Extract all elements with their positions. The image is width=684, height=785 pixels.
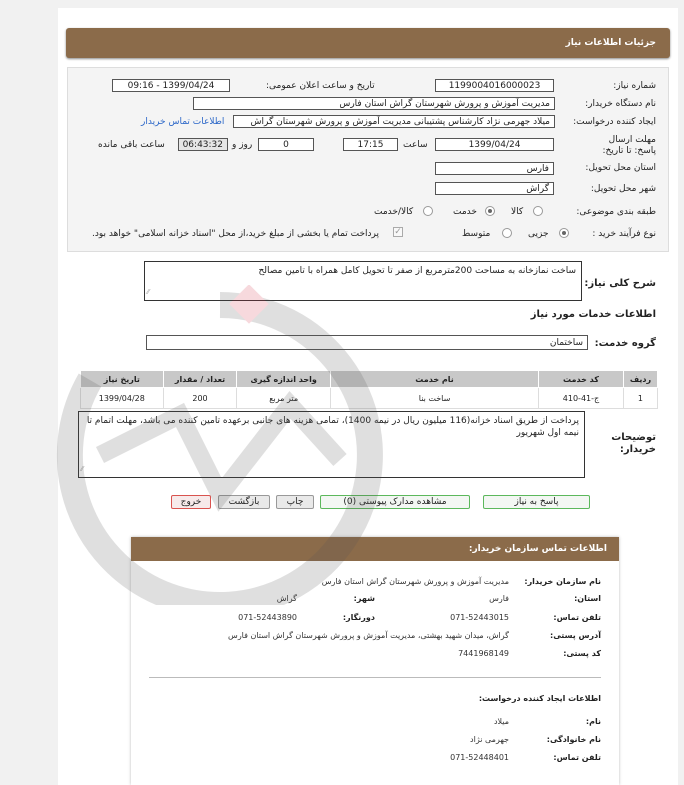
col-qty: تعداد / مقدار [163, 371, 237, 388]
category-goods-label: کالا [511, 207, 524, 217]
process-medium-label: متوسط [462, 229, 491, 239]
category-service-label: خدمت [453, 207, 477, 217]
contact-org-label: نام سازمان خریدار: [524, 577, 601, 586]
contact-postal: 7441968149 [458, 649, 509, 658]
deadline-time-field[interactable]: 17:15 [343, 138, 398, 151]
col-date: تاریخ نیاز [81, 371, 164, 388]
page-title: جزئیات اطلاعات نیاز [565, 38, 656, 48]
contact-address: گراش، میدان شهید بهشتی، مدیریت آموزش و پرورش شهرستان گراش استان فارس [228, 631, 509, 640]
creator-phone-label: تلفن تماس: [553, 753, 601, 762]
process-radio-medium[interactable] [502, 228, 512, 238]
buyer-notes-label: توضیحات خریدار: [611, 432, 656, 455]
city-field[interactable]: گراش [435, 182, 554, 195]
contact-postal-label: کد پستی: [563, 649, 601, 658]
creator-label: ایجاد کننده درخواست: [573, 117, 656, 127]
deadline-label: مهلت ارسال پاسخ: تا تاریخ: [602, 135, 656, 156]
col-name: نام خدمت [330, 371, 538, 388]
need-info-panel [67, 67, 669, 252]
summary-text: ساخت نمازخانه به مساحت 200مترمربع از صفر تا تحویل کامل همراه با تامین مصالح [258, 266, 576, 276]
cell-date: 1399/04/28 [81, 388, 164, 409]
days-remaining-field[interactable]: 0 [258, 138, 314, 151]
category-radio-service[interactable] [485, 206, 495, 216]
remaining-label: ساعت باقی مانده [98, 140, 165, 150]
creator-info-title: اطلاعات ایجاد کننده درخواست: [478, 694, 601, 703]
attachments-button[interactable]: مشاهده مدارک پیوستی (0) [320, 495, 470, 509]
contact-phone: 071-52443015 [450, 613, 509, 622]
reply-button[interactable]: پاسخ به نیاز [483, 495, 590, 509]
creator-family: جهرمی نژاد [470, 735, 509, 744]
cell-qty: 200 [163, 388, 237, 409]
service-group-label: گروه خدمت: [594, 338, 656, 349]
cell-name: ساخت بنا [330, 388, 538, 409]
page-header-bar [66, 28, 670, 58]
need-number-label: شماره نیاز: [613, 81, 656, 91]
services-section-title: اطلاعات خدمات مورد نیاز [530, 309, 656, 320]
buyer-notes-text: پرداخت از طریق اسناد خزانه(116 میلیون ریال در نیمه 1400)، تمامی هزینه های جانبی برعهده تامین کننده می باشد، مهلت اتمام تا نیمه اول شهریور [86, 416, 579, 438]
contact-address-label: آدرس پستی: [550, 631, 601, 640]
process-radio-minor[interactable] [559, 228, 569, 238]
contact-city: گراش [276, 594, 297, 603]
col-unit: واحد اندازه گیری [237, 371, 331, 388]
deadline-date-field[interactable]: 1399/04/24 [435, 138, 554, 151]
category-both-label: کالا/خدمت [374, 207, 414, 217]
contact-city-label: شهر: [353, 594, 375, 603]
creator-field[interactable]: میلاد جهرمی نژاد کارشناس پشتیبانی مدیریت آموزش و پرورش شهرستان گراش [233, 115, 555, 128]
summary-label: شرح کلی نیاز: [584, 278, 656, 289]
contact-phone-label: تلفن تماس: [553, 613, 601, 622]
buyer-notes-textarea[interactable] [78, 411, 585, 478]
category-radio-goods[interactable] [533, 206, 543, 216]
need-number-field[interactable]: 1199004016000023 [435, 79, 554, 92]
summary-textarea[interactable] [144, 261, 582, 301]
table-header-row [81, 371, 658, 388]
deadline-time-label: ساعت [403, 140, 428, 150]
category-radio-both[interactable] [423, 206, 433, 216]
cell-unit: متر مربع [237, 388, 331, 409]
col-code: کد خدمت [539, 371, 624, 388]
announce-label: تاریخ و ساعت اعلان عمومی: [266, 81, 375, 91]
creator-name-label: نام: [585, 717, 601, 726]
treasury-checkbox[interactable]: ✓ [394, 227, 402, 237]
province-field[interactable]: فارس [435, 162, 554, 175]
contact-fax: 071-52443890 [238, 613, 297, 622]
contact-province-label: استان: [574, 594, 601, 603]
cell-code: ج-41-410 [539, 388, 624, 409]
process-minor-label: جزیی [528, 229, 549, 239]
contact-title: اطلاعات تماس سازمان خریدار: [468, 544, 607, 554]
resize-handle-icon[interactable]: ⁄⁄ [147, 288, 150, 296]
table-row[interactable] [81, 388, 658, 409]
back-button[interactable]: بازگشت [218, 495, 270, 509]
announce-date-field[interactable]: 1399/04/24 - 09:16 [112, 79, 230, 92]
print-button[interactable]: چاپ [276, 495, 314, 509]
creator-family-label: نام خانوادگی: [546, 735, 601, 744]
process-label: نوع فرآیند خرید : [592, 229, 656, 239]
buyer-org-field[interactable]: مدیریت آموزش و پرورش شهرستان گراش استان فارس [193, 97, 555, 110]
buyer-contact-link[interactable]: اطلاعات تماس خریدار [141, 117, 225, 127]
days-label: روز و [232, 140, 253, 150]
cell-row: 1 [623, 388, 657, 409]
contact-card [131, 537, 619, 785]
contact-org: مدیریت آموزش و پرورش شهرستان گراش استان فارس [321, 577, 509, 586]
contact-header-bar [131, 537, 619, 561]
creator-phone: 071-52448401 [450, 753, 509, 762]
remaining-time-field[interactable]: 06:43:32 [178, 138, 228, 151]
province-label: استان محل تحویل: [585, 163, 656, 173]
contact-province: فارس [489, 594, 509, 603]
contact-fax-label: دورنگار: [342, 613, 375, 622]
service-group-field[interactable]: ساختمان [146, 335, 588, 350]
col-row: ردیف [623, 371, 657, 388]
category-label: طبقه بندی موضوعی: [576, 207, 656, 217]
creator-name: میلاد [493, 717, 509, 726]
exit-button[interactable]: خروج [171, 495, 211, 509]
buyer-org-label: نام دستگاه خریدار: [585, 99, 656, 109]
resize-handle-icon[interactable]: ⁄⁄ [81, 465, 84, 473]
divider [149, 677, 601, 678]
treasury-note: پرداخت تمام یا بخشی از مبلغ خرید،از محل "اسناد خزانه اسلامی" خواهد بود. [92, 229, 380, 239]
city-label: شهر محل تحویل: [590, 184, 656, 194]
services-table [80, 370, 658, 409]
